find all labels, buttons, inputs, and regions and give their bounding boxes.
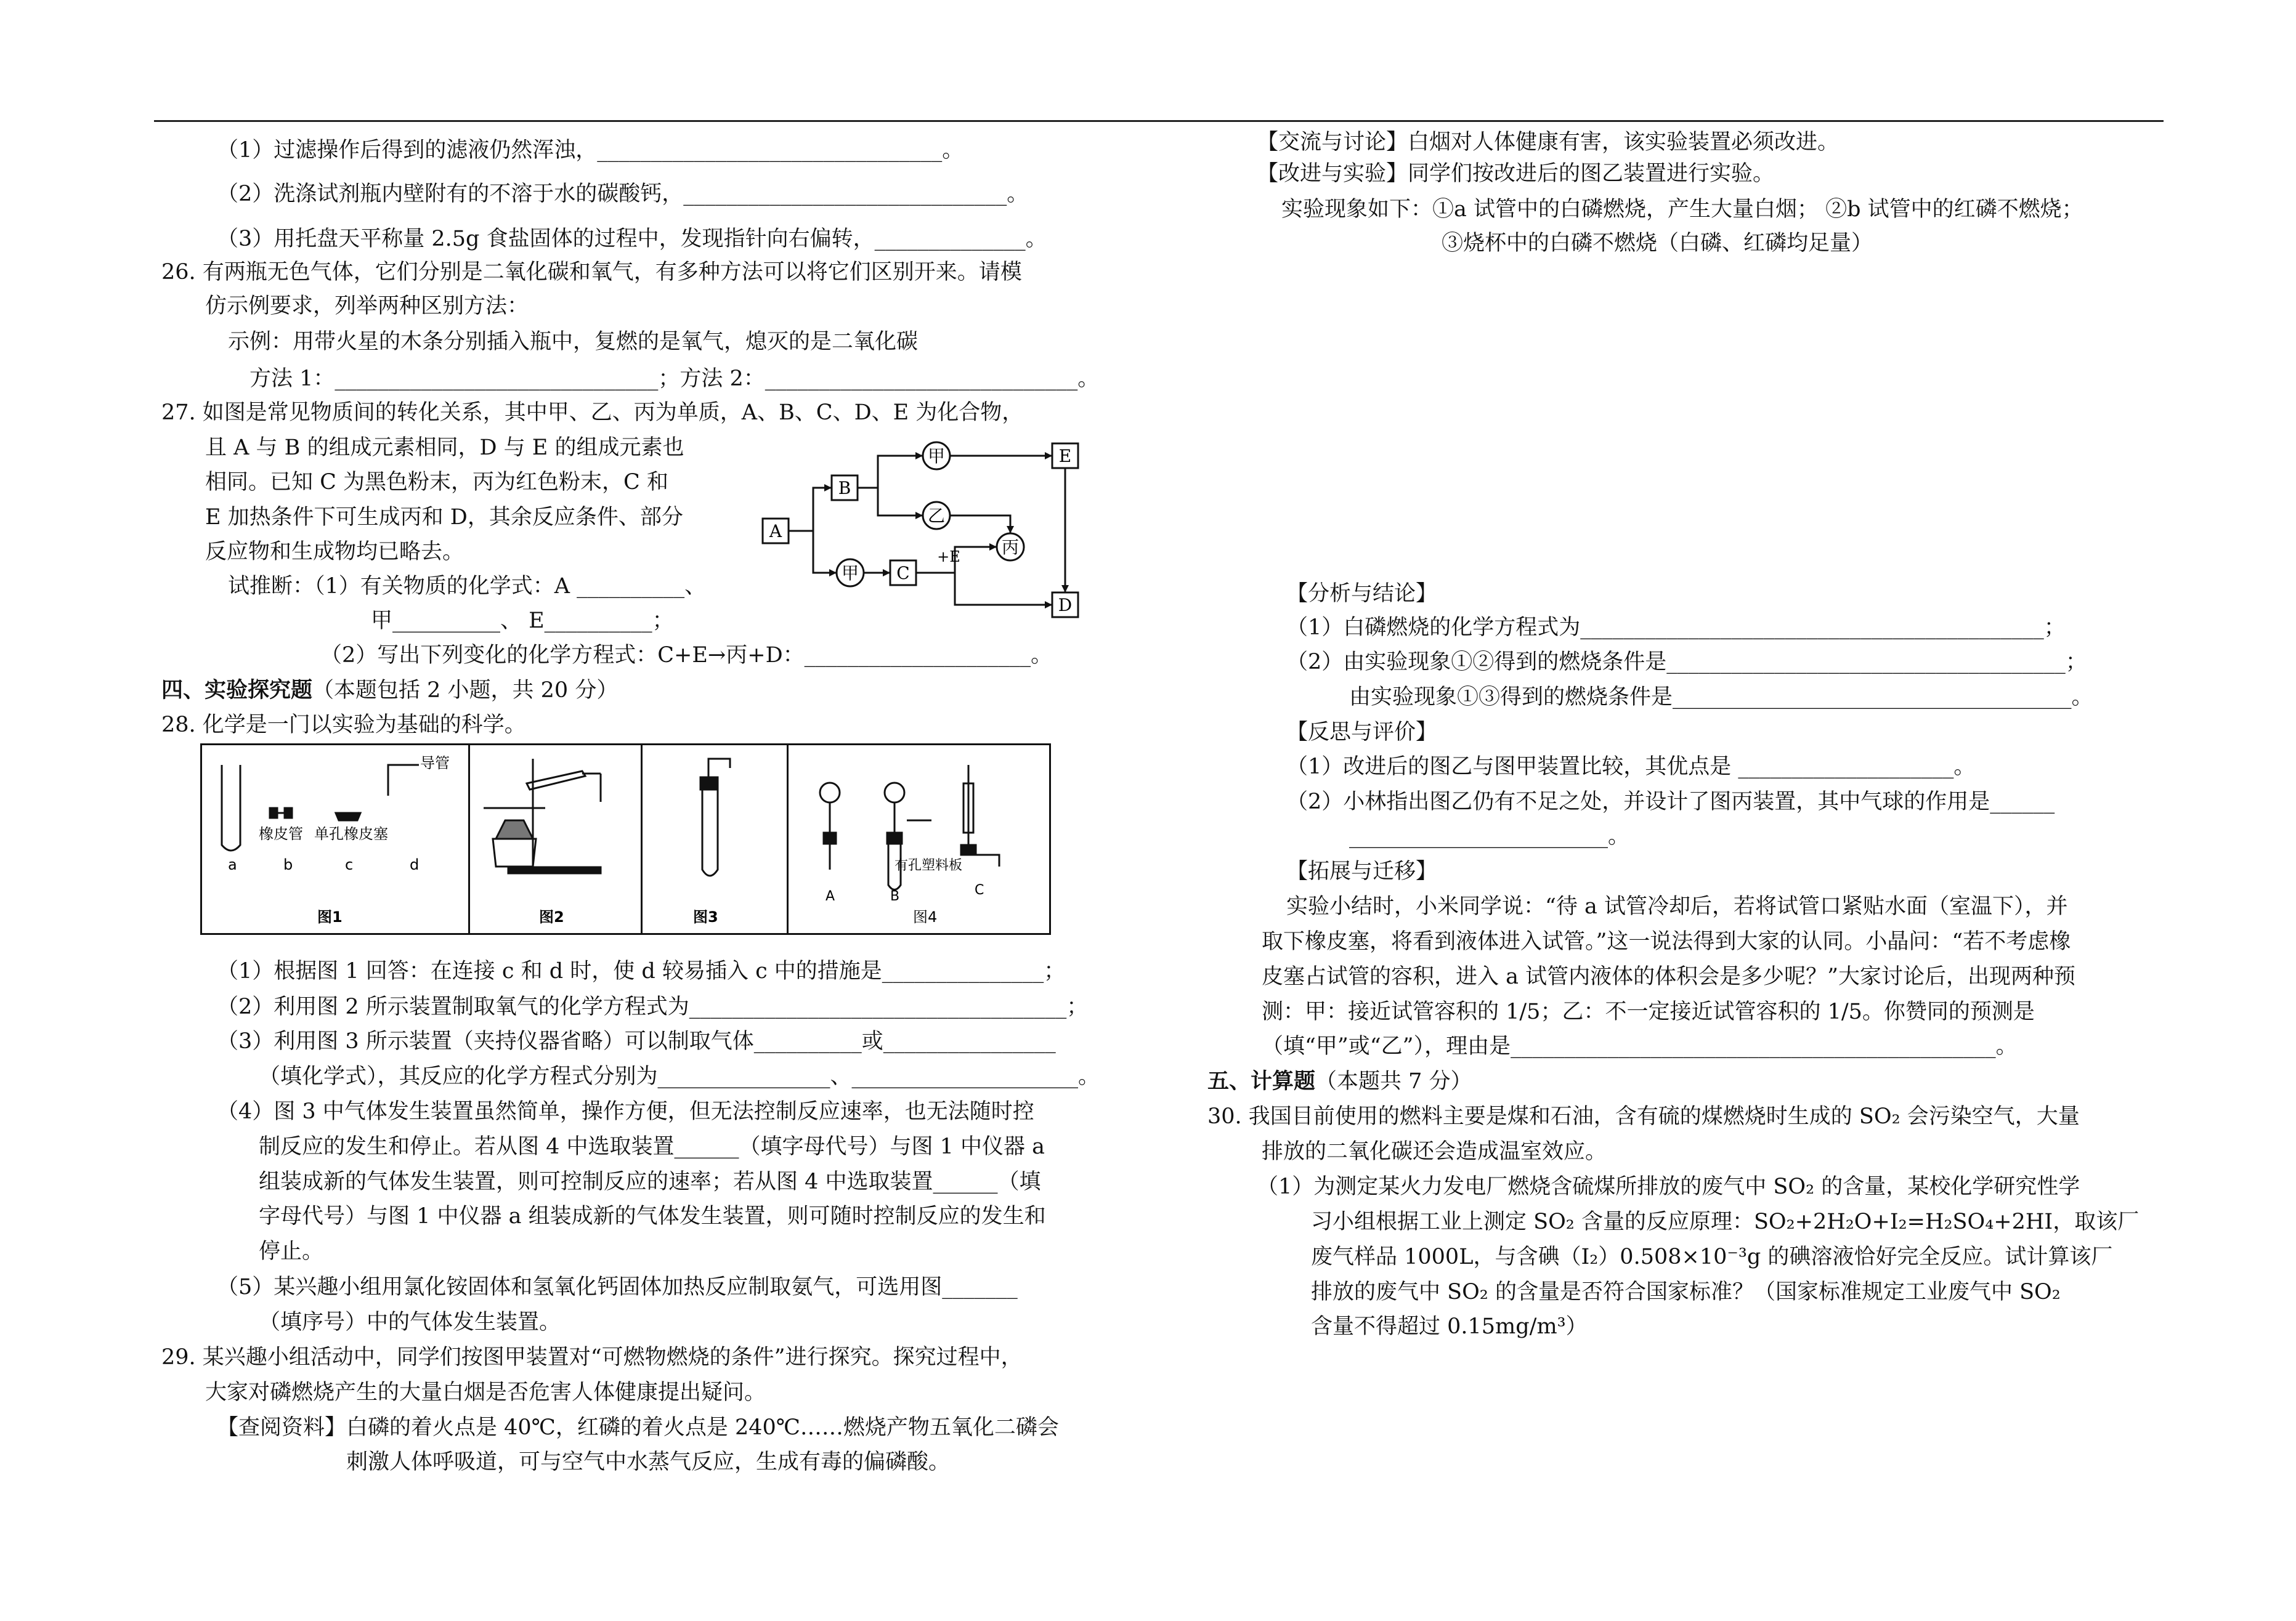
q28-4b: 制反应的发生和停止。若从图 4 中选取装置______（填字母代号）与图 1 中仪器 a [259, 1134, 1045, 1159]
reflection-2: （2）小林指出图乙仍有不足之处，并设计了图丙装置，其中气球的作用是______ [1286, 790, 2055, 814]
label-d: d [410, 856, 420, 873]
node-jia: 甲 [927, 446, 946, 466]
extension-3: 皮塞占试管的容积，进入 a 试管内液体的体积会是多少呢？”大家讨论后，出现两种预 [1262, 964, 2076, 989]
q25-1: （1）过滤操作后得到的滤液仍然浑浊，________________________________。 [217, 138, 964, 163]
conduit-label: 导管 [420, 754, 450, 772]
q28-3b: （填化学式），其反应的化学方程式分别为________________、_____________________。 [259, 1064, 1100, 1089]
q30-1c: 废气样品 1000L，与含碘（I₂）0.508×10⁻³g 的碘溶液恰好完全反应。试计算该厂 [1311, 1245, 2113, 1269]
analysis-heading: 【分析与结论】 [1286, 581, 1438, 606]
header-rule [154, 120, 2164, 122]
label-a: a [228, 856, 237, 873]
phenomena-2: ③烧杯中的白磷不燃烧（白磷、红磷均足量） [1442, 231, 1873, 256]
figure-3-apparatus [644, 746, 785, 928]
q27-line-4: E 加热条件下可生成丙和 D，其余反应条件、部分 [205, 505, 683, 530]
q27-line-5: 反应物和生成物均已略去。 [205, 540, 464, 564]
q28-1: （1）根据图 1 回答：在连接 c 和 d 时，使 d 较易插入 c 中的措施是_______________； [217, 959, 1066, 984]
node-jia2: 甲 [841, 563, 859, 583]
section-5-heading [1207, 1068, 1472, 1095]
q29-reference-2: 刺激人体呼吸道，可与空气中水蒸气反应，生成有毒的偏磷酸。 [346, 1450, 951, 1474]
figure-divider-2 [641, 743, 643, 933]
q26-example: 示例：用带火星的木条分别插入瓶中，复燃的是氧气，熄灭的是二氧化碳 [228, 329, 919, 354]
plus-E-label: +E [937, 548, 960, 565]
q28-4a: （4）图 3 中气体发生装置虽然简单，操作方便，但无法控制反应速率，也无法随时控 [217, 1099, 1034, 1124]
q30-stem: 30. 我国目前使用的燃料主要是煤和石油，含有硫的煤燃烧时生成的 SO₂ 会污染空气，大量 [1207, 1104, 2080, 1129]
figure-divider-1 [468, 743, 470, 933]
node-A: A [769, 521, 782, 541]
extension-5: （填“甲”或“乙”），理由是_____________________________________________。 [1262, 1034, 2018, 1059]
node-C: C [896, 563, 910, 583]
q26-methods: 方法 1：______________________________；方法 2：_____________________________。 [249, 366, 1100, 391]
figure-4-caption: 图4 [913, 908, 938, 926]
q27-stem: 27. 如图是常见物质间的转化关系，其中甲、乙、丙为单质，A、B、C、D、E 为化合物， [161, 400, 1024, 425]
q28-5a: （5）某兴趣小组用氯化铵固体和氢氧化钙固体加热反应制取氨气，可选用图_______ [217, 1275, 1018, 1300]
node-E: E [1058, 446, 1072, 466]
test-tube-a [222, 765, 240, 851]
analysis-1: （1）白磷燃烧的化学方程式为___________________________________________； [1286, 615, 2066, 640]
extension-heading: 【拓展与迁移】 [1286, 859, 1438, 884]
q28-3a: （3）利用图 3 所示装置（夹持仪器省略）可以制取气体__________或________________ [217, 1029, 1056, 1054]
q30-stem-2: 排放的二氧化碳还会造成温室效应。 [1262, 1139, 1607, 1164]
improvement-experiment: 【改进与实验】同学们按改进后的图乙装置进行实验。 [1257, 161, 1775, 186]
label-c: c [345, 856, 354, 873]
q26-stem-2: 仿示例要求，列举两种区别方法： [205, 294, 529, 318]
node-bing: 丙 [1001, 537, 1020, 557]
perforated-plate-label: 有孔塑料板 [894, 858, 963, 873]
q28-4c: 组装成新的气体发生装置，则可控制反应的速率；若从图 4 中选取装置______（填 [259, 1170, 1041, 1194]
phenomena-1: 实验现象如下：①a 试管中的白磷燃烧，产生大量白烟； ②b 试管中的红磷不燃烧； [1281, 197, 2083, 222]
section-4-heading [161, 677, 618, 704]
q28-4d: 字母代号）与图 1 中仪器 a 组装成新的气体发生装置，则可随时控制反应的发生和 [259, 1204, 1046, 1229]
q27-line-2: 且 A 与 B 的组成元素相同，D 与 E 的组成元素也 [205, 435, 684, 460]
figure-1-caption: 图1 [317, 908, 343, 926]
label-b: b [283, 856, 293, 873]
q30-1b: 习小组根据工业上测定 SO₂ 含量的反应原理：SO₂+2H₂O+I₂=H₂SO₄+2HI，取该厂 [1311, 1210, 2140, 1234]
figure-divider-3 [787, 743, 789, 933]
node-D: D [1058, 595, 1073, 615]
section-5-note: （本题共 7 分） [1315, 1069, 1472, 1094]
node-yi: 乙 [927, 506, 946, 526]
q28-5b: （填序号）中的气体发生装置。 [259, 1310, 561, 1335]
figure-2-caption: 图2 [539, 908, 564, 926]
q27-infer-1: 试推断：（1）有关物质的化学式：A __________、 [228, 574, 707, 599]
conversion-diagram [752, 431, 1097, 628]
q30-1e: 含量不得超过 0.15mg/m³） [1311, 1314, 1588, 1339]
label-B: B [890, 889, 900, 904]
q30-1d: 排放的废气中 SO₂ 的含量是否符合国家标准？（国家标准规定工业废气中 SO₂ [1311, 1280, 2061, 1304]
q29-stem-2: 大家对磷燃烧产生的大量白烟是否危害人体健康提出疑问。 [205, 1380, 766, 1405]
exchange-discussion: 【交流与讨论】白烟对人体健康有害，该实验装置必须改进。 [1257, 130, 1840, 155]
section-4-title: 四、实验探究题 [161, 677, 313, 703]
analysis-2: （2）由实验现象①②得到的燃烧条件是_____________________________________； [1286, 650, 2087, 674]
extension-1: 实验小结时，小米同学说：“待 a 试管冷却后，若将试管口紧贴水面（室温下），并 [1286, 894, 2068, 919]
extension-2: 取下橡皮塞，将看到液体进入试管。”这一说法得到大家的认同。小晶问：“若不考虑橡 [1262, 929, 2071, 954]
reflection-1: （1）改进后的图乙与图甲装置比较，其优点是 ____________________。 [1286, 754, 1976, 779]
reflection-2b: ________________________。 [1349, 824, 1630, 849]
figure-4-apparatus [790, 746, 1045, 928]
label-C: C [975, 883, 984, 898]
label-A: A [826, 889, 835, 904]
q28-4e: 停止。 [259, 1239, 324, 1264]
q30-1a: （1）为测定某火力发电厂燃烧含硫煤所排放的废气中 SO₂ 的含量，某校化学研究性学 [1257, 1174, 2080, 1199]
q25-2: （2）洗涤试剂瓶内壁附有的不溶于水的碳酸钙，______________________________。 [217, 182, 1029, 206]
q25-3: （3）用托盘天平称量 2.5g 食盐固体的过程中，发现指针向右偏转，______________。 [217, 227, 1047, 251]
q28-stem: 28. 化学是一门以实验为基础的科学。 [161, 713, 526, 737]
one-hole-stopper-label: 单孔橡皮塞 [314, 825, 388, 843]
q26-stem: 26. 有两瓶无色气体，它们分别是二氧化碳和氧气，有多种方法可以将它们区别开来。请模 [161, 260, 1022, 285]
extension-4: 测：甲：接近试管容积的 1/5；乙：不一定接近试管容积的 1/5。你赞同的预测是 [1262, 1000, 2035, 1024]
q29-reference: 【查阅资料】白磷的着火点是 40℃，红磷的着火点是 240℃……燃烧产物五氧化二磷会 [217, 1415, 1059, 1440]
figure-3-caption: 图3 [693, 908, 718, 926]
q29-stem: 29. 某兴趣小组活动中，同学们按图甲装置对“可燃物燃烧的条件”进行探究。探究过程中， [161, 1345, 1023, 1370]
reflection-heading: 【反思与评价】 [1286, 720, 1438, 745]
figure-2-apparatus [471, 746, 639, 928]
rubber-tube-label: 橡皮管 [259, 825, 303, 843]
section-5-title: 五、计算题 [1207, 1069, 1316, 1094]
q27-infer-3: （2）写出下列变化的化学方程式：C+E→丙+D：_____________________。 [320, 643, 1053, 668]
figure-1-instruments [203, 746, 467, 928]
q28-2: （2）利用图 2 所示装置制取氧气的化学方程式为___________________________________； [217, 995, 1089, 1019]
section-4-note: （本题包括 2 小题，共 20 分） [312, 678, 619, 703]
analysis-3: 由实验现象①③得到的燃烧条件是_____________________________________。 [1349, 685, 2093, 709]
q27-line-3: 相同。已知 C 为黑色粉末，丙为红色粉末，C 和 [205, 470, 668, 495]
node-B: B [838, 478, 851, 498]
q27-infer-2: 甲__________、 E__________； [371, 608, 674, 633]
